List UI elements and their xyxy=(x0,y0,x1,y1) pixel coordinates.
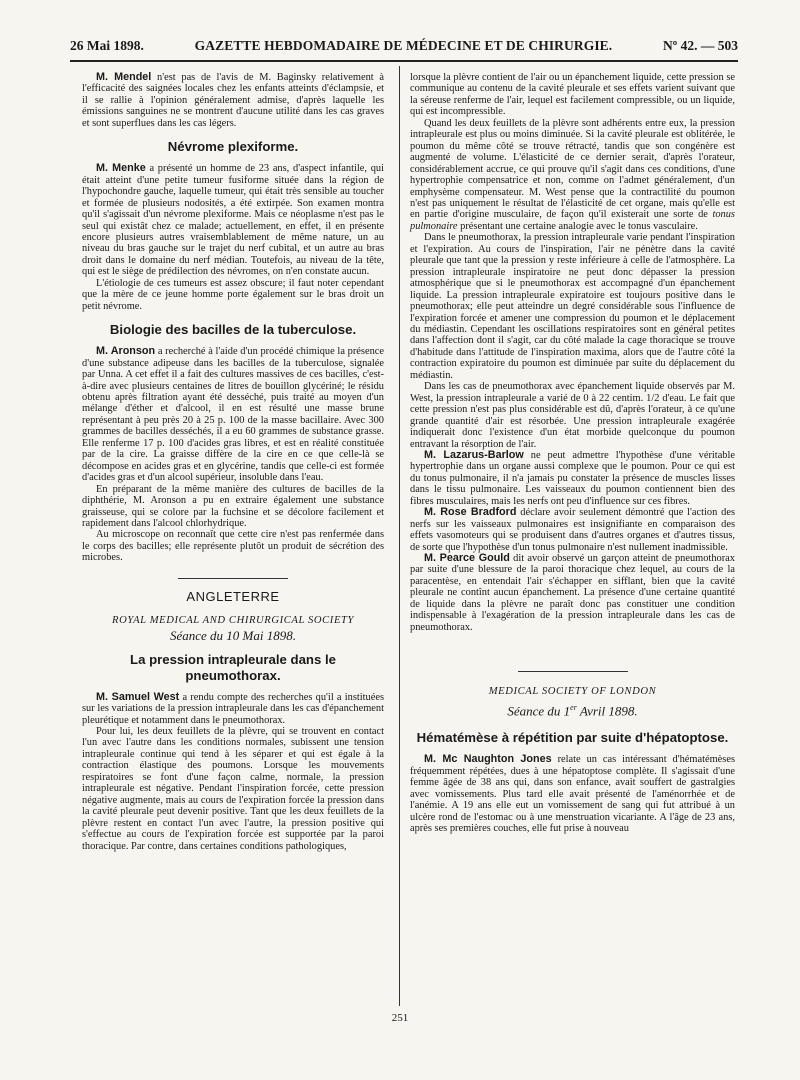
section-title-biologie: Biologie des bacilles de la tuberculose. xyxy=(109,322,357,338)
section-title-nevrome: Névrome plexiforme. xyxy=(167,139,299,155)
speaker-name: M. Lazarus-Barlow xyxy=(424,448,524,461)
paragraph-mendel: M. Mendel n'est pas de l'avis de M. Baginsky relativement à l'efficacité des saignées locales chez les enfants atteints d'éclampsie, et il se rallie à l'opinion généralement admise, d'après laquelle les émissions sanguines ne se montrent d'aucune utilité dans les cas graves et sont superflues dans les cas légers. xyxy=(82,71,385,129)
paragraph-microscope: Au microscope on reconnaît que cette cire n'est pas renfermée dans le corps des bacilles; elle représente plutôt un produit de sécrétion des microbes. xyxy=(82,529,384,564)
paragraph-menke: M. Menke a présenté un homme de 23 ans, d'aspect infantile, qui était atteint d'une petite tumeur fusiforme située dans la région de l'hypochondre gauche, laquelle tumeur, qui était très sensible au toucher et formée de plusieurs nodosités, a été extirpée. Son examen montra qu'il s'agissait d'un névrome plexiforme. Mais ce néoplasme n'est pas le seul qui existât chez ce malade; actuellement, en effet, il en présente encore plusieurs autres vraisemblablement de même nature, un au niveau du bras gauche sur le trajet du nerf cubital, et un autre au bras droit dans le domaine du nerf médian. Toutefois, au niveau de la tête, qui est le siège de prédilection des névromes, on n'en constate aucun. xyxy=(82,162,384,278)
paragraph-pour-lui: Pour lui, les deux feuillets de la plèvre, qui se trouvent en contact l'un avec l'autre dans les conditions normales, subissent une tension intrapleurale continue qui tend à les séparer et qui est égale à la contraction élastique des poumons. Lorsque les mouvements respiratoires se font d'une façon calme, normale, la pression intrapleurale est négative. Pendant l'inspiration forcée, cette pression négative augmente, mais au cours de l'expiration forcée la pression dans la cavité pleurale peut devenir positive. Tant que les deux feuillets de la plèvre restent en contact l'un avec l'autre, la pression positive qui s'effectue au cours de l'expiration forcée est supportée par la paroi thoracique. Par contre, dans certaines conditions pathologiques, xyxy=(82,726,384,852)
header-title: GAZETTE HEBDOMADAIRE DE MÉDECINE ET DE CHIRURGIE. xyxy=(194,38,613,53)
paragraph-gould: M. Pearce Gould dit avoir observé un garçon atteint de pneumothorax par suite d'une blessure de la paroi thoracique chez lequel, au cours de la paracentèse, en entendait l'air s'échapper en sifflant, bien que la cavité pleurale ne contînt aucun épanchement. La présence d'une certaine quantité de liquide dans la plèvre ne paraît donc pas constituer une condition indispensable à l'exagération de la pression intrapleurale dans les cas de pneumothorax. xyxy=(410,552,735,633)
paragraph-preparant: En préparant de la même manière des cultures de bacilles de la diphthérie, M. Aronson a pu en extraire également une substance graisseuse, qui se colore par la fuchsine et se décolore facilement et rapidement dans l'alcool chlorhydrique. xyxy=(82,483,384,529)
speaker-name: M. Mendel xyxy=(96,71,152,83)
speaker-name: M. Menke xyxy=(96,162,146,175)
page-number: 251 xyxy=(391,1012,409,1024)
page-header xyxy=(70,38,738,58)
paragraph-aronson: M. Aronson a recherché à l'aide d'un procédé chimique la présence d'une substance adipeuse dans les bacilles de la tuberculose, signalée par Unna. A cet effet il a fait des cultures massives de ces bacilles, c'est-à-dire avec plusieurs centaines de litres de bouillon glycériné; le résidu obtenu après filtration ayant été desséché, puis traité au moyen d'un mélange d'éther et d'alcool, il en est résulté une masse brune représentant à peu près 20 à 25 p. 100 de la masse bacillaire. Avec 300 grammes de bacilles desséchés, il a eu 60 grammes de substance grasse. Elle renferme 17 p. 100 d'acides gras libres, et est en réalité constituée par de la cire. La graisse diffère de la cire en ce que celle-là se décompose en acides gras et en glycérine, tandis que celle-ci est formée d'acides gras et d'un alcool supérieur, insoluble dans l'eau. xyxy=(82,345,384,484)
right-column xyxy=(410,72,735,835)
speaker-name: M. Pearce Gould xyxy=(424,552,510,565)
society-name: ROYAL MEDICAL AND CHIRURGICAL SOCIETY xyxy=(112,614,354,626)
header-rule xyxy=(70,60,738,62)
seance-date: Séance du 10 Mai 1898. xyxy=(169,628,296,644)
paragraph-lazarus: M. Lazarus-Barlow ne peut admettre l'hypothèse d'une véritable hypertrophie dans un organe aussi complexe que le poumon. Pour ce qui est du tonus pulmonaire, il n'a jamais pu constater la présence de muscles lisses dans le tissu pulmonaire. Les vaisseaux du poumon contiennent bien des fibres musculaires, mais les nerfs ont peu d'influence sur ces fibres. xyxy=(410,448,736,507)
speaker-name: M. Aronson xyxy=(96,345,156,358)
italic-term: tonus pulmonaire xyxy=(410,209,735,232)
header-date: 26 Mai 1898. xyxy=(70,38,144,53)
paragraph-naughton: M. Mc Naughton Jones relate un cas intéressant d'hématémèses fréquemment répétées, dues à une hépatoptose complète. Il s'agissait d'une femme âgée de 38 ans qui, dans son enfance, avait souffert de gastralgies avec vomissements. Plus tard elle avait présenté de l'aménorrhée et de l'anémie. A 19 ans elle eut un vomissement de sang qui fut attribué à un ulcère rond de l'estomac ou à une menstruation vicariante. A l'âge de 23 ans, après ses premières couches, elle fut prise à nouveau xyxy=(410,753,735,835)
paragraph-etiologie: L'étiologie de ces tumeurs est assez obscure; il faut noter cependant que la mère de ce jeune homme porte également sur le bras droit un petit névrome. xyxy=(82,277,384,312)
left-column xyxy=(82,72,384,852)
society-name: MEDICAL SOCIETY OF LONDON xyxy=(488,686,657,698)
country-heading: ANGLETERRE xyxy=(186,588,280,604)
speaker-name: M. Samuel West xyxy=(96,690,180,703)
paragraph-adherents: Quand les deux feuillets de la plèvre sont adhérents entre eux, la pression intrapleurale est plus ou moins diminuée. Si la cavité pleurale est oblitérée, le poumon du même côté se trouve rétracté, tandis que son congénère est augmenté de volume. L'élasticité de ce dernier serait, d'après l'orateur, considérablement accrue, ce qui prouve qu'il s'agit dans ces conditions, d'une hypertrophie compensatrice et non, comme on l'admet généralement, d'un emphysème compensateur. M. West pense que la contractilité du poumon n'est pas uniquement le résultat de l'élasticité de cet organe, mais qu'elle est en partie d'origine musculaire, de façon qu'il existerait une sorte de tonus pulmonaire présentant une certaine analogie avec le tonus vasculaire. xyxy=(410,117,735,232)
speaker-name: M. Mc Naughton Jones xyxy=(424,753,552,766)
speaker-name: M. Rose Bradford xyxy=(424,506,517,519)
paragraph-bradford: M. Rose Bradford déclare avoir seulement démontré que l'action des nerfs sur les vaisseaux pulmonaires est insignifiante en comparaison des effets vasomoteurs qui se produisent dans d'autres organes et d'autres tissus, de sorte que l'hypothèse d'un tonus pulmonaire n'est nullement inadmissible. xyxy=(410,506,735,553)
section-divider xyxy=(518,671,628,672)
section-title-hematemese: Hématémèse à répétition par suite d'hépatoptose. xyxy=(416,730,729,746)
paragraph-west: M. Samuel West a rendu compte des recherches qu'il a instituées sur les variations de la pression intrapleurale dans les cas d'épanchement pleurétique et notamment dans le pneumothorax. xyxy=(82,690,384,726)
paragraph-pneumothorax: Dans le pneumothorax, la pression intrapleurale varie pendant l'inspiration et l'expiration. Au cours de l'inspiration, l'air ne pénètre dans la cavité pleurale que tant que la pression y reste inférieure à celle de l'atmosphère. La pression intrapleurale inspiratoire ne peut donc dépasser la pression atmosphérique que si le pneumothorax est accompagné d'un épanchement liquide. La pression intrapleurale expiratoire est toujours positive dans le pneumothorax; elle peut atteindre un degré considérable sous l'influence de l'expiration forcée et amener une compression du poumon et le déplacement du médiastin. Cependant les oscillations respiratoires sont en général petites dans l'affection dont il s'agit, car du côté malade la cage thoracique se trouve d'habitude dans l'attitude de l'inspiration maxima, alors que de l'autre côté la contraction expiratoire du poumon est diminuée par suite du déplacement du médiastin. xyxy=(410,232,735,381)
paragraph-epanchement: Dans les cas de pneumothorax avec épanchement liquide observés par M. West, la pression intrapleurale a varié de 0 à 22 centim. 1/2 d'eau. Le fait que cette pression n'est pas plus considérable est dû, d'après l'orateur, à ce qu'une grande quantité d'air est résorbée. Une pression intrapleurale exagérée indiquerait donc l'existence d'un état morbide quelconque du poumon entravant la résorption de l'air. xyxy=(410,381,735,450)
section-divider xyxy=(178,578,288,579)
seance-date: Séance du 1er Avril 1898. xyxy=(507,702,638,718)
header-number: Nº 42. — 503 xyxy=(663,38,738,53)
paragraph-continuation: lorsque la plèvre contient de l'air ou un épanchement liquide, cette pression se communique au contenu de la cavité pleurale et ses effets varient suivant que la séreuse renferme de l'air, lequel est facilement compressible, ou un liquide, qui est incompressible. xyxy=(410,72,735,118)
column-divider xyxy=(399,66,400,1006)
section-title-pression: La pression intrapleurale dans le pneumothorax. xyxy=(130,651,336,683)
